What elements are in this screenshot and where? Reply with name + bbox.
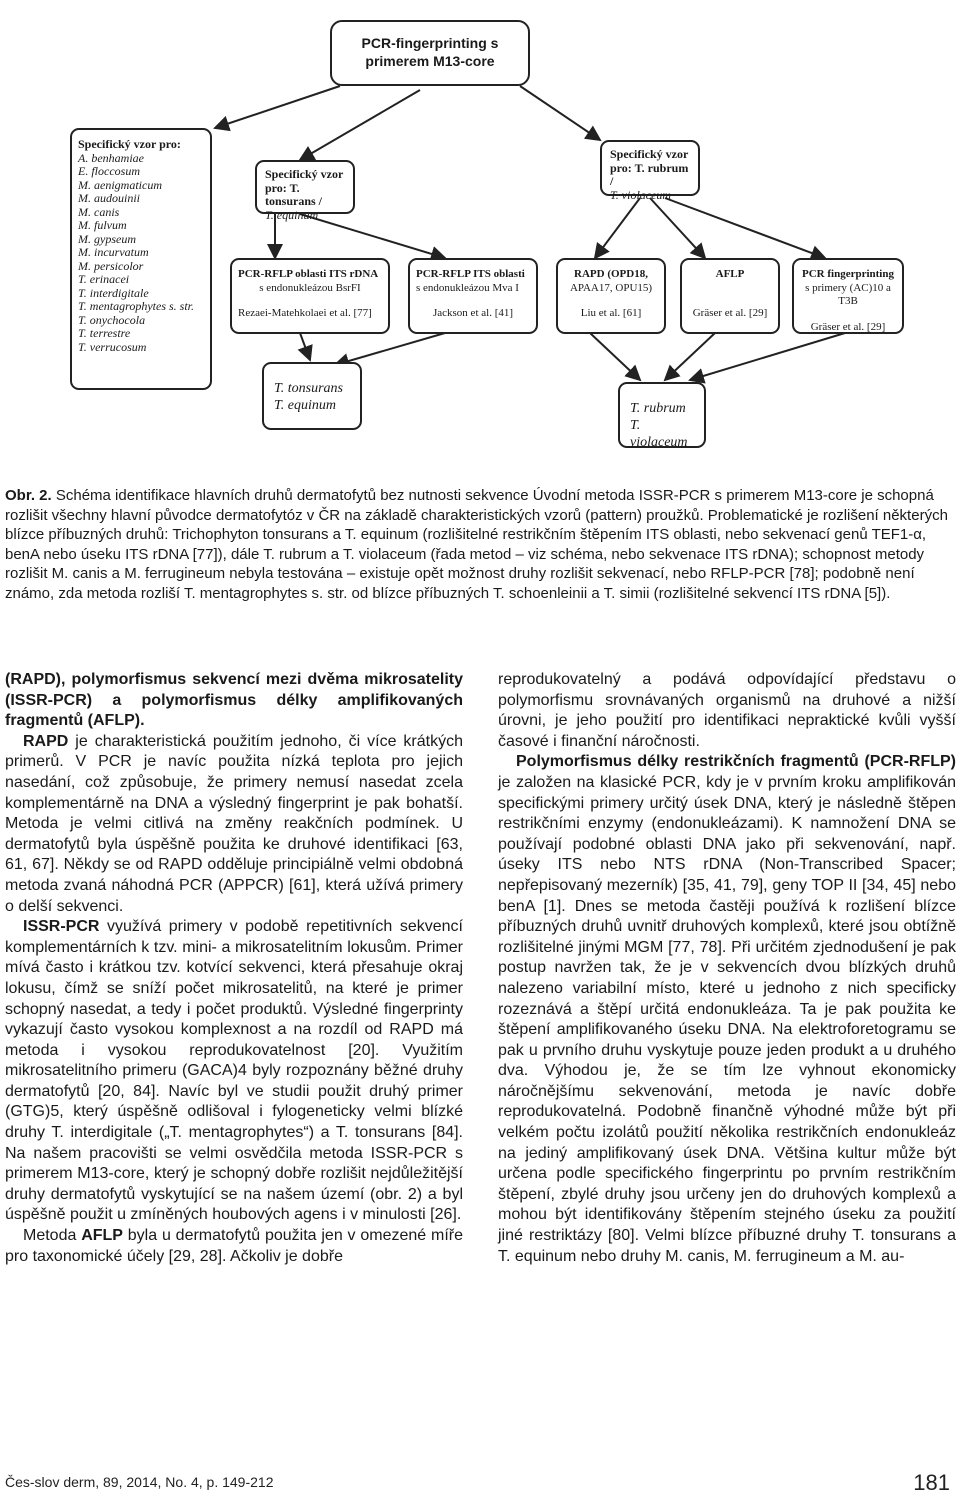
result-box-rubrum — [618, 382, 706, 448]
paragraph — [5, 917, 463, 1226]
species-item: M. canis — [78, 204, 120, 219]
box-specific-pattern-tonsurans — [255, 160, 355, 222]
method-ref: Gräser et al. [29] — [810, 320, 886, 333]
paragraph: (RAPD), polymorfismus sekvencí mezi dvěma mikrosatelity (ISSR-PCR) a polymorfismus délky amplifikovaných fragmentů (AFLP). — [5, 671, 463, 730]
species-item: T. mentagrophytes s. str. — [78, 299, 195, 313]
term-aflp: AFLP — [81, 1227, 123, 1245]
species-item: M. persicolor — [78, 258, 144, 273]
figure-caption — [5, 486, 955, 603]
species-item: T. erinacei — [78, 272, 130, 286]
species-item: A. benhamiae — [78, 150, 144, 165]
paragraph — [5, 732, 463, 917]
box-mid-line1: Specifický vzor — [265, 167, 344, 181]
species-item: M. aenigmaticum — [78, 177, 162, 192]
result-species: T. rubrum — [630, 401, 686, 416]
box-right-line1: Specifický vzor — [610, 147, 689, 161]
method-ref: Gräser et al. [29] — [692, 306, 768, 319]
box-specific-pattern-left — [70, 128, 212, 390]
method-box-pcr-rflp-bsrfi — [230, 258, 390, 334]
result-species: T. violaceum — [630, 418, 688, 450]
caption-text: Schéma identifikace hlavních druhů dermatofytů bez nutnosti sekvence Úvodní metoda ISSR-PCR s primerem M13-core je schopná rozlišit všechny hlavní původce dermatofytóz v ČR na základě charakteristických vzorů (pattern) proužků. Problematické je rozlišení některých blízce příbuzných druhů: Trichophyton tonsurans a T. equinum (rozlišitelné restrikčním štěpením ITS oblasti, nebo sekvenací genů TEF1-α, benA nebo úseku ITS rDNA [77]), dále T. rubrum a T. violaceum (řada metod – viz schéma, nebo sekvenace ITS rDNA); schopnost metody rozlišit M. canis a M. ferrugineum nebyla testována – existuje opět možnost druhy rozlišit sekvenací, nebo RFLP-PCR [78]; podobně není známo, zda metoda rozliší T. mentagrophytes s. str. od blízce příbuzných T. schoenleinii a T. simii (rozlišitelné sekvencí ITS rDNA [5]). — [5, 487, 948, 602]
journal-footer: Čes-slov derm, 89, 2014, No. 4, p. 149-212 — [5, 1474, 274, 1490]
paragraph: reprodukovatelný a podává odpovídající představu o polymorfismu srovnávaných organismů na druhové a nižší úrovni, je jeho použití pro identifikaci nepraktické kvůli vyšší časové i finanční náročnosti. — [498, 671, 956, 750]
species-item: M. fulvum — [78, 218, 127, 232]
paragraph-text: byla u dermatofytů použita jen v omezené míře pro taxonomické účely [29, 28]. Ačkoliv je dobře — [5, 1227, 464, 1265]
figure-label: Obr. 2. — [5, 487, 52, 504]
result-box-tonsurans — [262, 362, 362, 430]
method-detail: s primery (AC)10 a T3B — [805, 281, 891, 307]
box-mid-line3: T. equinum — [265, 207, 319, 222]
top-box — [330, 20, 530, 86]
method-detail: APAA17, OPU15) — [569, 281, 653, 294]
method-box-pcr-fingerprinting — [792, 258, 904, 334]
method-name: AFLP — [715, 268, 745, 280]
species-item: T. interdigitale — [78, 285, 149, 300]
species-item: M. gypseum — [78, 231, 136, 246]
paragraph-text: Metoda — [23, 1227, 82, 1245]
term-issr-pcr: ISSR-PCR — [23, 918, 100, 936]
species-item: M. incurvatum — [78, 245, 149, 259]
paragraph — [5, 1226, 463, 1267]
paragraph-text: je charakteristická použitím jednoho, či více krátkých primerů. V PCR je navíc použita nízká teplota pro jejich nasedání, což způsobuje, že primery nemusí nasedat zcela komplementárně na DNA a výsledný fingerprint je pak bohatší. Metoda je velmi citlivá na změny reakčních podmínek. U dermatofytů byla úspěšně použita ke druhové identifikaci [63, 61, 67]. Někdy se od RAPD odděluje principiálně velmi obdobná metoda zvaná náhodná PCR (APPCR) [61], která užívá primery o delší sekvenci. — [5, 732, 463, 915]
method-ref: Jackson et al. [41] — [432, 307, 514, 319]
box-specific-pattern-rubrum — [600, 140, 700, 202]
method-ref: Rezaei-Matehkolaei et al. [77] — [238, 307, 372, 319]
term-pcr-rflp: Polymorfismus délky restrikčních fragmentů (PCR-RFLP) — [516, 753, 956, 771]
method-name: PCR-RFLP oblasti ITS rDNA — [238, 268, 379, 280]
method-name: PCR-RFLP ITS oblasti — [416, 268, 525, 280]
method-box-aflp — [680, 258, 780, 334]
species-item: T. onychocola — [78, 312, 146, 327]
box-right-line3: T. violaceum — [610, 187, 672, 202]
box-mid-line2: pro: T. tonsurans / — [265, 180, 323, 208]
method-detail: s endonukleázou BsrFI — [259, 281, 361, 294]
page-number: 181 — [913, 1470, 950, 1495]
result-species: T. equinum — [274, 398, 336, 413]
term-rapd: RAPD — [23, 732, 69, 750]
left-column — [5, 670, 463, 1267]
top-box-line1: PCR-fingerprinting s — [361, 35, 499, 51]
box-left-heading: Specifický vzor pro: — [78, 137, 181, 151]
method-name: PCR fingerprinting — [802, 268, 894, 280]
paragraph-text: využívá primery v podobě repetitivních sekvencí komplementárních k tzv. mini- a mikrosatelitním lokusům. Primer mívá často i krátkou tzv. kotvící sekvenci, která přesahuje okraj lokusu, čímž se sníží počet mikrosatelitů, na které je primer schopný nasedat, a tedy i počet produktů. Výsledné fingerprinty vykazují často vysokou komplexnost a na rozdíl od RAPD má metoda i vysokou reprodukovatelnost [20]. Využitím mikrosatelitního primeru (GACA)4 byly rozpoznány běžné druhy dermatofytů [20, 84]. Navíc byl ve studii použit druhý primer (GTG)5, který úspěšně odlišoval i fylogeneticky velmi blízké druhy T. interdigitale („T. mentagrophytes“) a T. tonsurans [84]. Na našem pracovišti se velmi osvědčila metoda ISSR-PCR s primerem M13-core, který je schopný dobře rozlišit nejdůležitější druhy dermatofytů vyskytující se na našem území (obr. 2) a byl úspěšně použit u zmíněných houbových agens i v minulosti [26]. — [5, 918, 463, 1224]
method-box-rapd — [556, 258, 666, 334]
species-list — [78, 152, 204, 355]
paragraph — [498, 752, 956, 1267]
result-species: T. tonsurans — [274, 381, 343, 396]
species-item: T. verrucosum — [78, 339, 147, 354]
species-item: E. floccosum — [78, 164, 140, 178]
method-box-pcr-rflp-mvai — [408, 258, 538, 334]
right-column — [498, 670, 956, 1267]
box-right-line2: pro: T. rubrum / — [610, 160, 689, 188]
species-item: M. audouinii — [78, 191, 140, 205]
top-box-line2: primerem M13-core — [365, 53, 495, 69]
method-ref: Liu et al. [61] — [580, 307, 642, 319]
species-item: T. terrestre — [78, 326, 131, 340]
paragraph-text: je založen na klasické PCR, kdy je v prvním kroku amplifikován specifickými primery určitý úsek DNA, který je následně štěpen restrikčními enzymy (endonukleázami). K namnožení DNA se používají podobné oblasti DNA jako při sekvenování, např. úseky ITS nebo NTS rDNA (Non-Transcribed Spacer; nepřepisovaný mezerník) [35, 41, 79], geny TOP II [34, 45] nebo benA [1]. Dnes se metoda častěji používá k rozlišení blízce příbuzných druhů uvnitř druhových komplexů, které jsou obtížně rozlišitelné jinými MGM [77, 78]. Při určitém zjednodušení je pak postup navržen tak, že je v sekvencích dvou blízkých druhů nalezeno variabilní místo, které u jednoho z nich specificky rozeznává a štěpí určitá endonukleáza. Ta je pak použita ke štěpení amplifikovaného úseku DNA. Na elektroforetogramu se pak u prvního druhu vyskytuje pouze jeden produkt a u druhého dva. Výhodou je, že se tím lze vyhnout ekonomicky náročnějšímu sekvenování, metoda je navíc dobře reprodukovatelná. Podobně finančně výhodné může být při velkém počtu izolátů použití několika restrikčních endonukleáz na jediný amplifikovaný úsek DNA. Většina kultur může být určena podle specifického fingerprintu po prvním restrikčním štěpení, zbylé druhy jsou určeny jen do druhových komplexů a mohou být identifikovány štěpením stejného úseku za použití jiné restriktázy [80]. Velmi blízce příbuzné druhy T. tonsurans a T. equinum nebo druhy M. canis, M. ferrugineum a M. au- — [498, 773, 956, 1265]
method-detail: s endonukleázou Mva I — [416, 281, 519, 294]
method-name: RAPD (OPD18, — [574, 268, 648, 280]
